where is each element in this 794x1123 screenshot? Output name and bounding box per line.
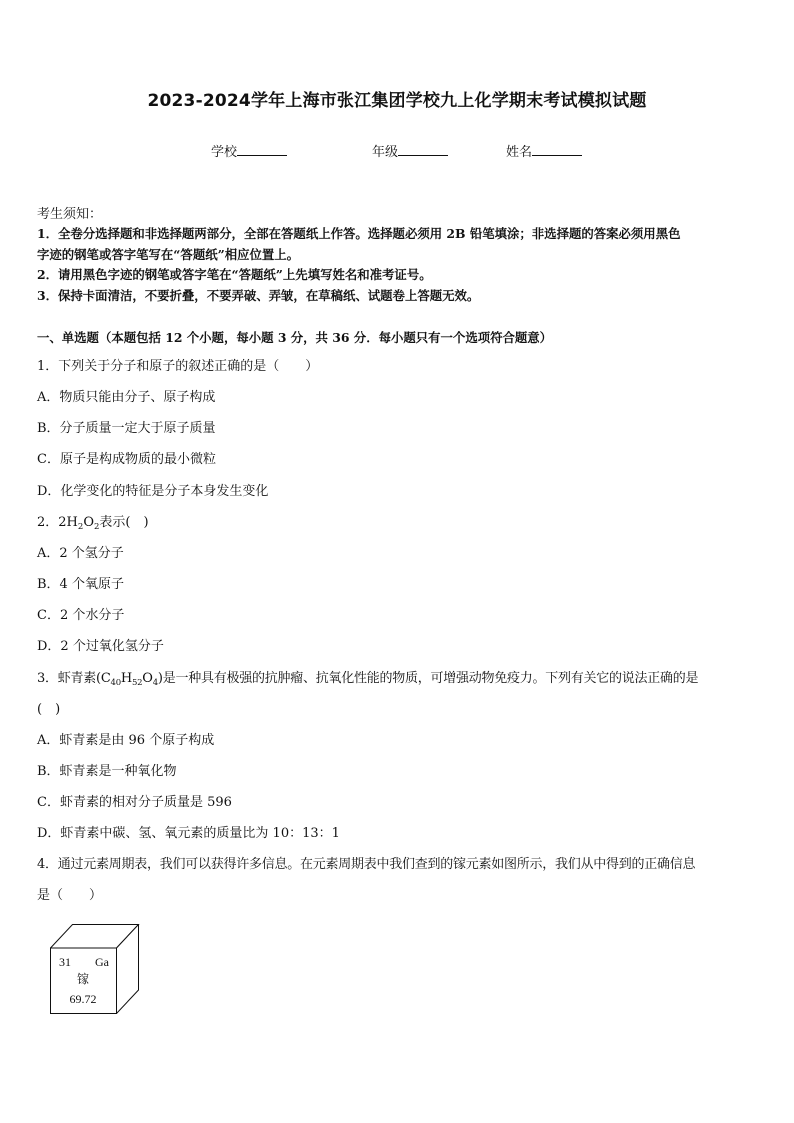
question-2-option-a: A．2 个氢分子	[37, 546, 124, 561]
question-2-option-c: C．2 个水分子	[37, 608, 125, 623]
question-2-option-d: D．2 个过氧化氢分子	[37, 639, 164, 654]
notice-item-3: 3．保持卡面清洁，不要折叠，不要弄破、弄皱，在草稿纸、试题卷上答题无效。	[37, 288, 480, 303]
atomic-number: 31	[59, 955, 71, 969]
atomic-mass: 69.72	[69, 992, 97, 1006]
element-card-gallium	[50, 924, 140, 1014]
grade-field[interactable]	[372, 141, 448, 160]
name-label: 姓名	[506, 145, 533, 160]
question-3-stem-line-2: ( )	[37, 702, 61, 717]
question-1-option-d: D．化学变化的特征是分子本身发生变化	[37, 484, 269, 499]
element-symbol: Ga	[95, 955, 109, 969]
school-field[interactable]	[211, 141, 287, 160]
question-2-stem: 2．$2H_2O_2$表示( )	[37, 515, 149, 532]
grade-blank[interactable]	[398, 143, 448, 156]
school-label: 学校	[211, 145, 238, 160]
notice-item-2: 2．请用黑色字迹的钢笔或答字笔在“答题纸”上先填写姓名和准考证号。	[37, 267, 432, 282]
element-name: 镓	[76, 972, 90, 986]
question-1-option-c: C．原子是构成物质的最小微粒	[37, 452, 216, 467]
question-3-option-b: B．虾青素是一种氧化物	[37, 764, 177, 779]
question-3-option-c: C．虾青素的相对分子质量是 596	[37, 795, 232, 810]
notice-heading: 考生须知：	[37, 207, 103, 222]
notice-item-1-line-1: 1．全卷分选择题和非选择题两部分，全部在答题纸上作答。选择题必须用 2B 铅笔填涂；非选择题的答案必须用黑色	[37, 226, 681, 241]
name-blank[interactable]	[532, 143, 582, 156]
question-1-option-a: A．物质只能由分子、原子构成	[37, 390, 216, 405]
exam-title: 2023-2024学年上海市张江集团学校九上化学期末考试模拟试题	[147, 91, 647, 111]
question-3-stem: 3．虾青素$(C_{40}H_{52}O_4)$是一种具有极强的抗肿瘤、抗氧化性能的物质，可增强动物免疫力。下列有关它的说法正确的是	[37, 671, 699, 688]
student-info-row	[0, 141, 794, 159]
section-heading: 一、单选题（本题包括 12 个小题，每小题 3 分，共 36 分．每小题只有一个选项符合题意）	[37, 330, 553, 345]
question-4-stem-line-2: 是（ ）	[37, 888, 103, 903]
notice-item-1-line-2: 字迹的钢笔或答字笔写在“答题纸”相应位置上。	[37, 247, 300, 262]
question-4-stem: 4．通过元素周期表，我们可以获得许多信息。在元素周期表中我们查到的镓元素如图所示，我们从中得到的正确信息	[37, 857, 696, 872]
question-3-option-a: A．虾青素是由 96 个原子构成	[37, 733, 215, 748]
question-2-option-b: B．4 个氧原子	[37, 577, 124, 592]
question-3-option-d: D．虾青素中碳、氢、氧元素的质量比为 10：13：1	[37, 826, 340, 841]
question-1-stem: 1．下列关于分子和原子的叙述正确的是（ ）	[37, 359, 319, 374]
grade-label: 年级	[372, 145, 399, 160]
name-field[interactable]	[506, 141, 582, 160]
question-1-option-b: B．分子质量一定大于原子质量	[37, 421, 216, 436]
school-blank[interactable]	[237, 143, 287, 156]
